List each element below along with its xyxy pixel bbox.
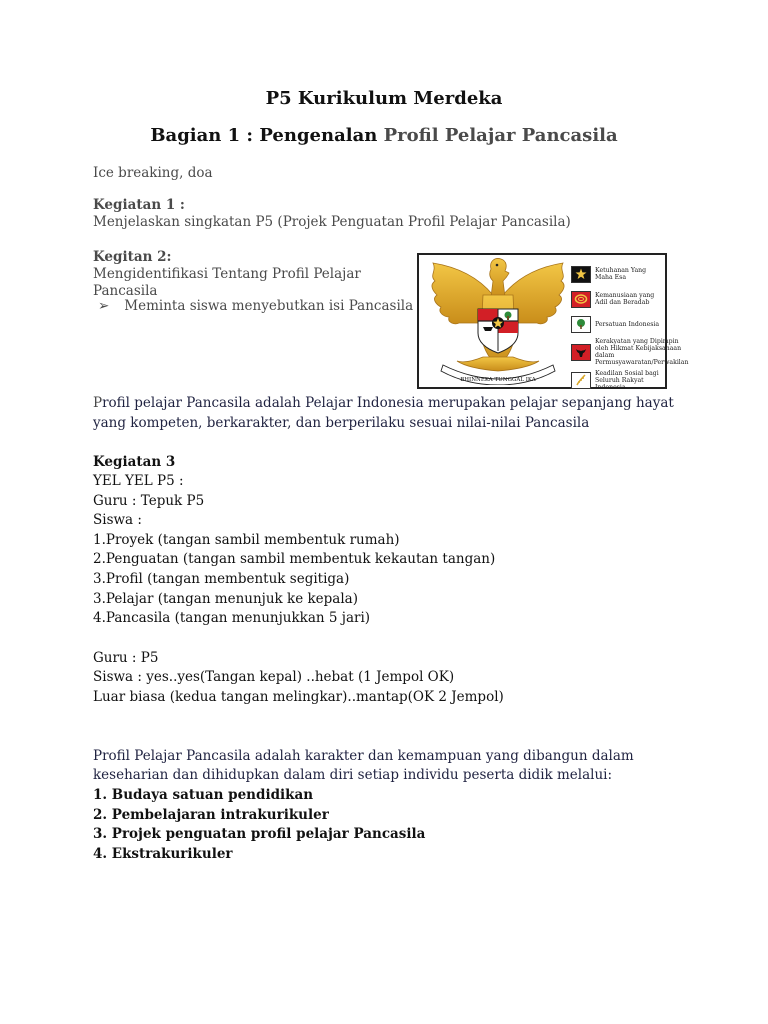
kegiatan2-heading: Kegitan 2: [93, 249, 172, 265]
sila-item [571, 338, 689, 366]
kegiatan3-line: Guru : P5 [93, 650, 159, 666]
profil-line1-text: rofil pelajar Pancasila adalah Pelajar Indonesia merupakan pelajar sepanjang hayat [102, 395, 674, 411]
sila-label: Keadilan Sosial bagi Seluruh Rakyat Indonesia [595, 369, 659, 391]
sila-item [571, 313, 665, 335]
chain-icon [571, 291, 591, 308]
closing-list-item: 3. Projek penguatan profil pelajar Pancasila [93, 826, 426, 842]
sila-item [571, 369, 665, 391]
closing-list-item: 4. Ekstrakurikuler [93, 846, 233, 862]
closing-list-item: 2. Pembelajaran intrakurikuler [93, 807, 329, 823]
garuda-pancasila-icon [423, 257, 573, 385]
star-icon [571, 266, 591, 283]
profil-paragraph-line1 [93, 393, 674, 413]
motto-ribbon-text: BHINNEKA TUNGGAL IKA [460, 377, 536, 383]
kegiatan1-text: Menjelaskan singkatan P5 (Projek Penguatan Profil Pelajar Pancasila) [93, 214, 571, 230]
sila-item [571, 263, 665, 285]
kegiatan1-heading: Kegiatan 1 : [93, 197, 185, 213]
sila-item [571, 288, 665, 310]
sila-label: Kemanusiaan yang Adil dan Beradab [595, 292, 655, 306]
closing-list-item: 1. Budaya satuan pendidikan [93, 787, 314, 803]
kegiatan3-line: 3.Profil (tangan membentuk segitiga) [93, 571, 350, 587]
kegiatan2-line1: Mengidentifikasi Tentang Profil Pelajar [93, 266, 361, 282]
kegiatan3-line: YEL YEL P5 : [93, 473, 184, 489]
kegiatan3-line: 3.Pelajar (tangan menunjuk ke kepala) [93, 591, 358, 607]
bull-head-icon [571, 344, 591, 361]
document-title: P5 Kurikulum Merdeka [265, 88, 503, 109]
subtitle-prefix: Bagian 1 : Pengenalan [150, 125, 378, 146]
bullet-text: Meminta siswa menyebutkan isi Pancasila [124, 298, 414, 314]
sila-label: Kerakyatan yang Dipimpin oleh Hikmat Kebijaksanaan dalam Permusyawaratan/Perwakilan [595, 338, 689, 366]
kegiatan3-line: Siswa : [93, 512, 142, 528]
subtitle-highlight: Profil Pelajar Pancasila [383, 125, 618, 146]
arrow-bullet-icon: ➢ [98, 298, 110, 314]
rice-cotton-icon [571, 372, 591, 389]
section-subtitle [0, 125, 768, 146]
profil-paragraph-line2: yang kompeten, berkarakter, dan berperilaku sesuai nilai-nilai Pancasila [93, 415, 590, 431]
kegiatan2-bullet-item [98, 298, 413, 314]
closing-line2: keseharian dan dihidupkan dalam diri setiap individu peserta didik melalui: [93, 767, 613, 783]
kegiatan3-line: 4.Pancasila (tangan menunjukkan 5 jari) [93, 610, 371, 626]
ice-breaking-text: Ice breaking, doa [93, 165, 213, 181]
kegiatan3-line: 1.Proyek (tangan sambil membentuk rumah) [93, 532, 400, 548]
pancasila-emblem-figure [417, 253, 689, 391]
sila-label: Ketuhanan Yang Maha Esa [595, 267, 647, 281]
kegiatan2-line2: Pancasila [93, 283, 158, 299]
kegiatan3-line: Guru : Tepuk P5 [93, 493, 205, 509]
sila-legend [571, 263, 689, 394]
drop-letter: P [93, 395, 103, 411]
kegiatan3-line: Luar biasa (kedua tangan melingkar)..mantap(OK 2 Jempol) [93, 689, 504, 705]
kegiatan3-line: 2.Penguatan (tangan sambil membentuk kekautan tangan) [93, 551, 496, 567]
sila-label: Persatuan Indonesia [595, 320, 660, 328]
kegiatan3-line: Siswa : yes..yes(Tangan kepal) ..hebat (1 Jempol OK) [93, 669, 455, 685]
closing-line1: Profil Pelajar Pancasila adalah karakter dan kemampuan yang dibangun dalam [93, 748, 634, 764]
kegiatan3-heading: Kegiatan 3 [93, 454, 176, 470]
banyan-tree-icon [571, 316, 591, 333]
